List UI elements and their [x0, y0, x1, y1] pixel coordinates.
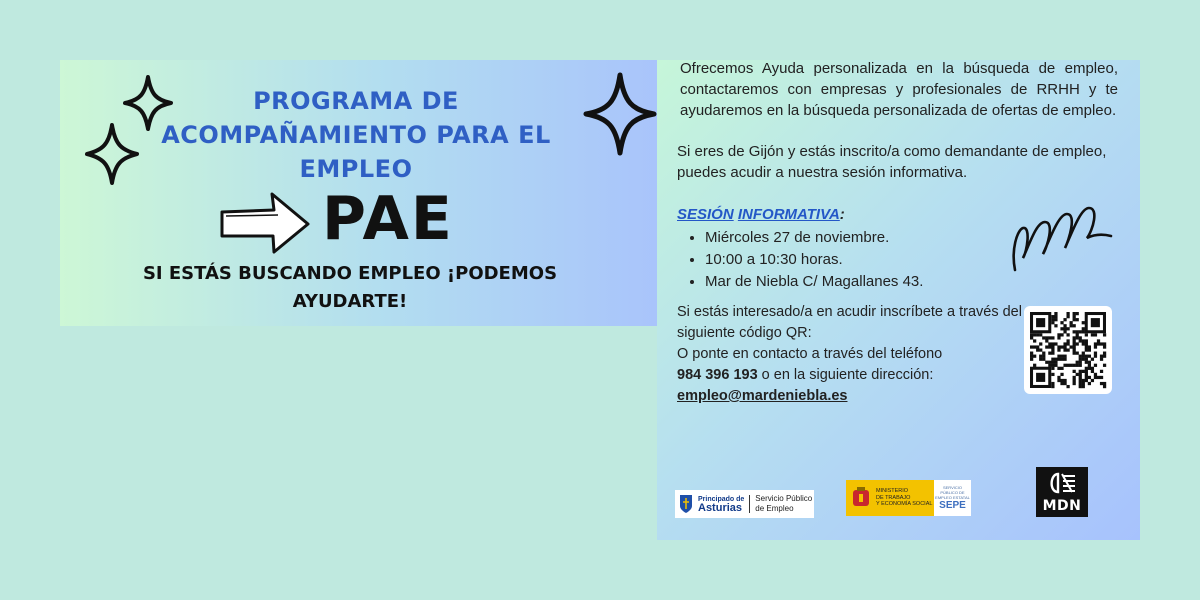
program-acronym: PAE [322, 184, 454, 254]
address-instructions: o en la siguiente dirección: [757, 367, 934, 383]
logo-text: SERVICIO PÚBLICO DE EMPLEO ESTATAL [935, 485, 970, 500]
phone-number[interactable]: 984 396 193 [677, 367, 758, 383]
email-link[interactable]: empleo@mardeniebla.es [677, 388, 848, 404]
logo-text: de Empleo [755, 504, 794, 513]
logo-text: DE TRABAJO [876, 494, 911, 501]
cta-line: AYUDARTE! [292, 291, 408, 312]
logo-text: MDN [1042, 498, 1082, 514]
title-line: ACOMPAÑAMIENTO PARA EL [161, 121, 551, 149]
title-line: PROGRAMA DE [253, 87, 459, 115]
eligibility-paragraph: Si eres de Gijón y estás inscrito/a como demandante de empleo, puedes acudir a nuestra sesión informativa. [677, 143, 1107, 181]
intro-paragraph: Ofrecemos Ayuda personalizada en la búsqueda de empleo, contactaremos con empresas y profesionales de RRHH y te ayudaremos en la búsqueda personalizada de ofertas de empleo. [680, 60, 1118, 119]
program-title [156, 84, 556, 186]
session-heading-word: INFORMATIVA [737, 206, 840, 223]
spain-crest-icon [850, 486, 872, 510]
call-to-action [120, 260, 580, 316]
phone-instructions: O ponte en contacto a través del teléfono [677, 346, 943, 362]
mdn-logo [1036, 467, 1088, 517]
list-item: • Mar de Niebla C/ Magallanes 43. [705, 271, 923, 293]
info-flyer [657, 60, 1140, 540]
pae-banner [60, 60, 657, 326]
scribble-icon [1009, 200, 1115, 276]
title-line: EMPLEO [299, 155, 413, 183]
logo-text: Asturias [698, 502, 743, 514]
asturias-shield-icon [679, 494, 693, 514]
cta-line: SI ESTÁS BUSCANDO EMPLEO ¡PODEMOS [142, 263, 558, 284]
list-item: • Miércoles 27 de noviembre. [705, 227, 923, 249]
session-heading [677, 206, 845, 223]
sparkle-icon [84, 122, 140, 186]
session-details-list [685, 227, 923, 293]
ministry-sepe-logo [846, 480, 971, 516]
qr-instructions: Si estás interesado/a en acudir inscríbete a través del siguiente código QR: [677, 304, 1022, 341]
asturias-employment-logo [675, 490, 814, 518]
mdn-emblem-icon [1046, 471, 1078, 495]
sparkle-icon [583, 72, 657, 156]
divider [749, 495, 750, 513]
logo-text: MINISTERIO [876, 488, 909, 495]
logo-text: Principado de [698, 496, 745, 503]
registration-info [677, 302, 1022, 407]
qr-code[interactable] [1024, 306, 1112, 394]
list-item: • 10:00 a 10:30 horas. [705, 249, 923, 271]
logo-text: Y ECONOMÍA SOCIAL [876, 501, 933, 508]
logo-text: Servicio Público [755, 494, 813, 503]
session-heading-colon: : [839, 206, 845, 223]
right-arrow-icon [218, 190, 312, 256]
logo-text: SEPE [939, 500, 966, 511]
session-heading-word: SESIÓN [677, 206, 734, 223]
